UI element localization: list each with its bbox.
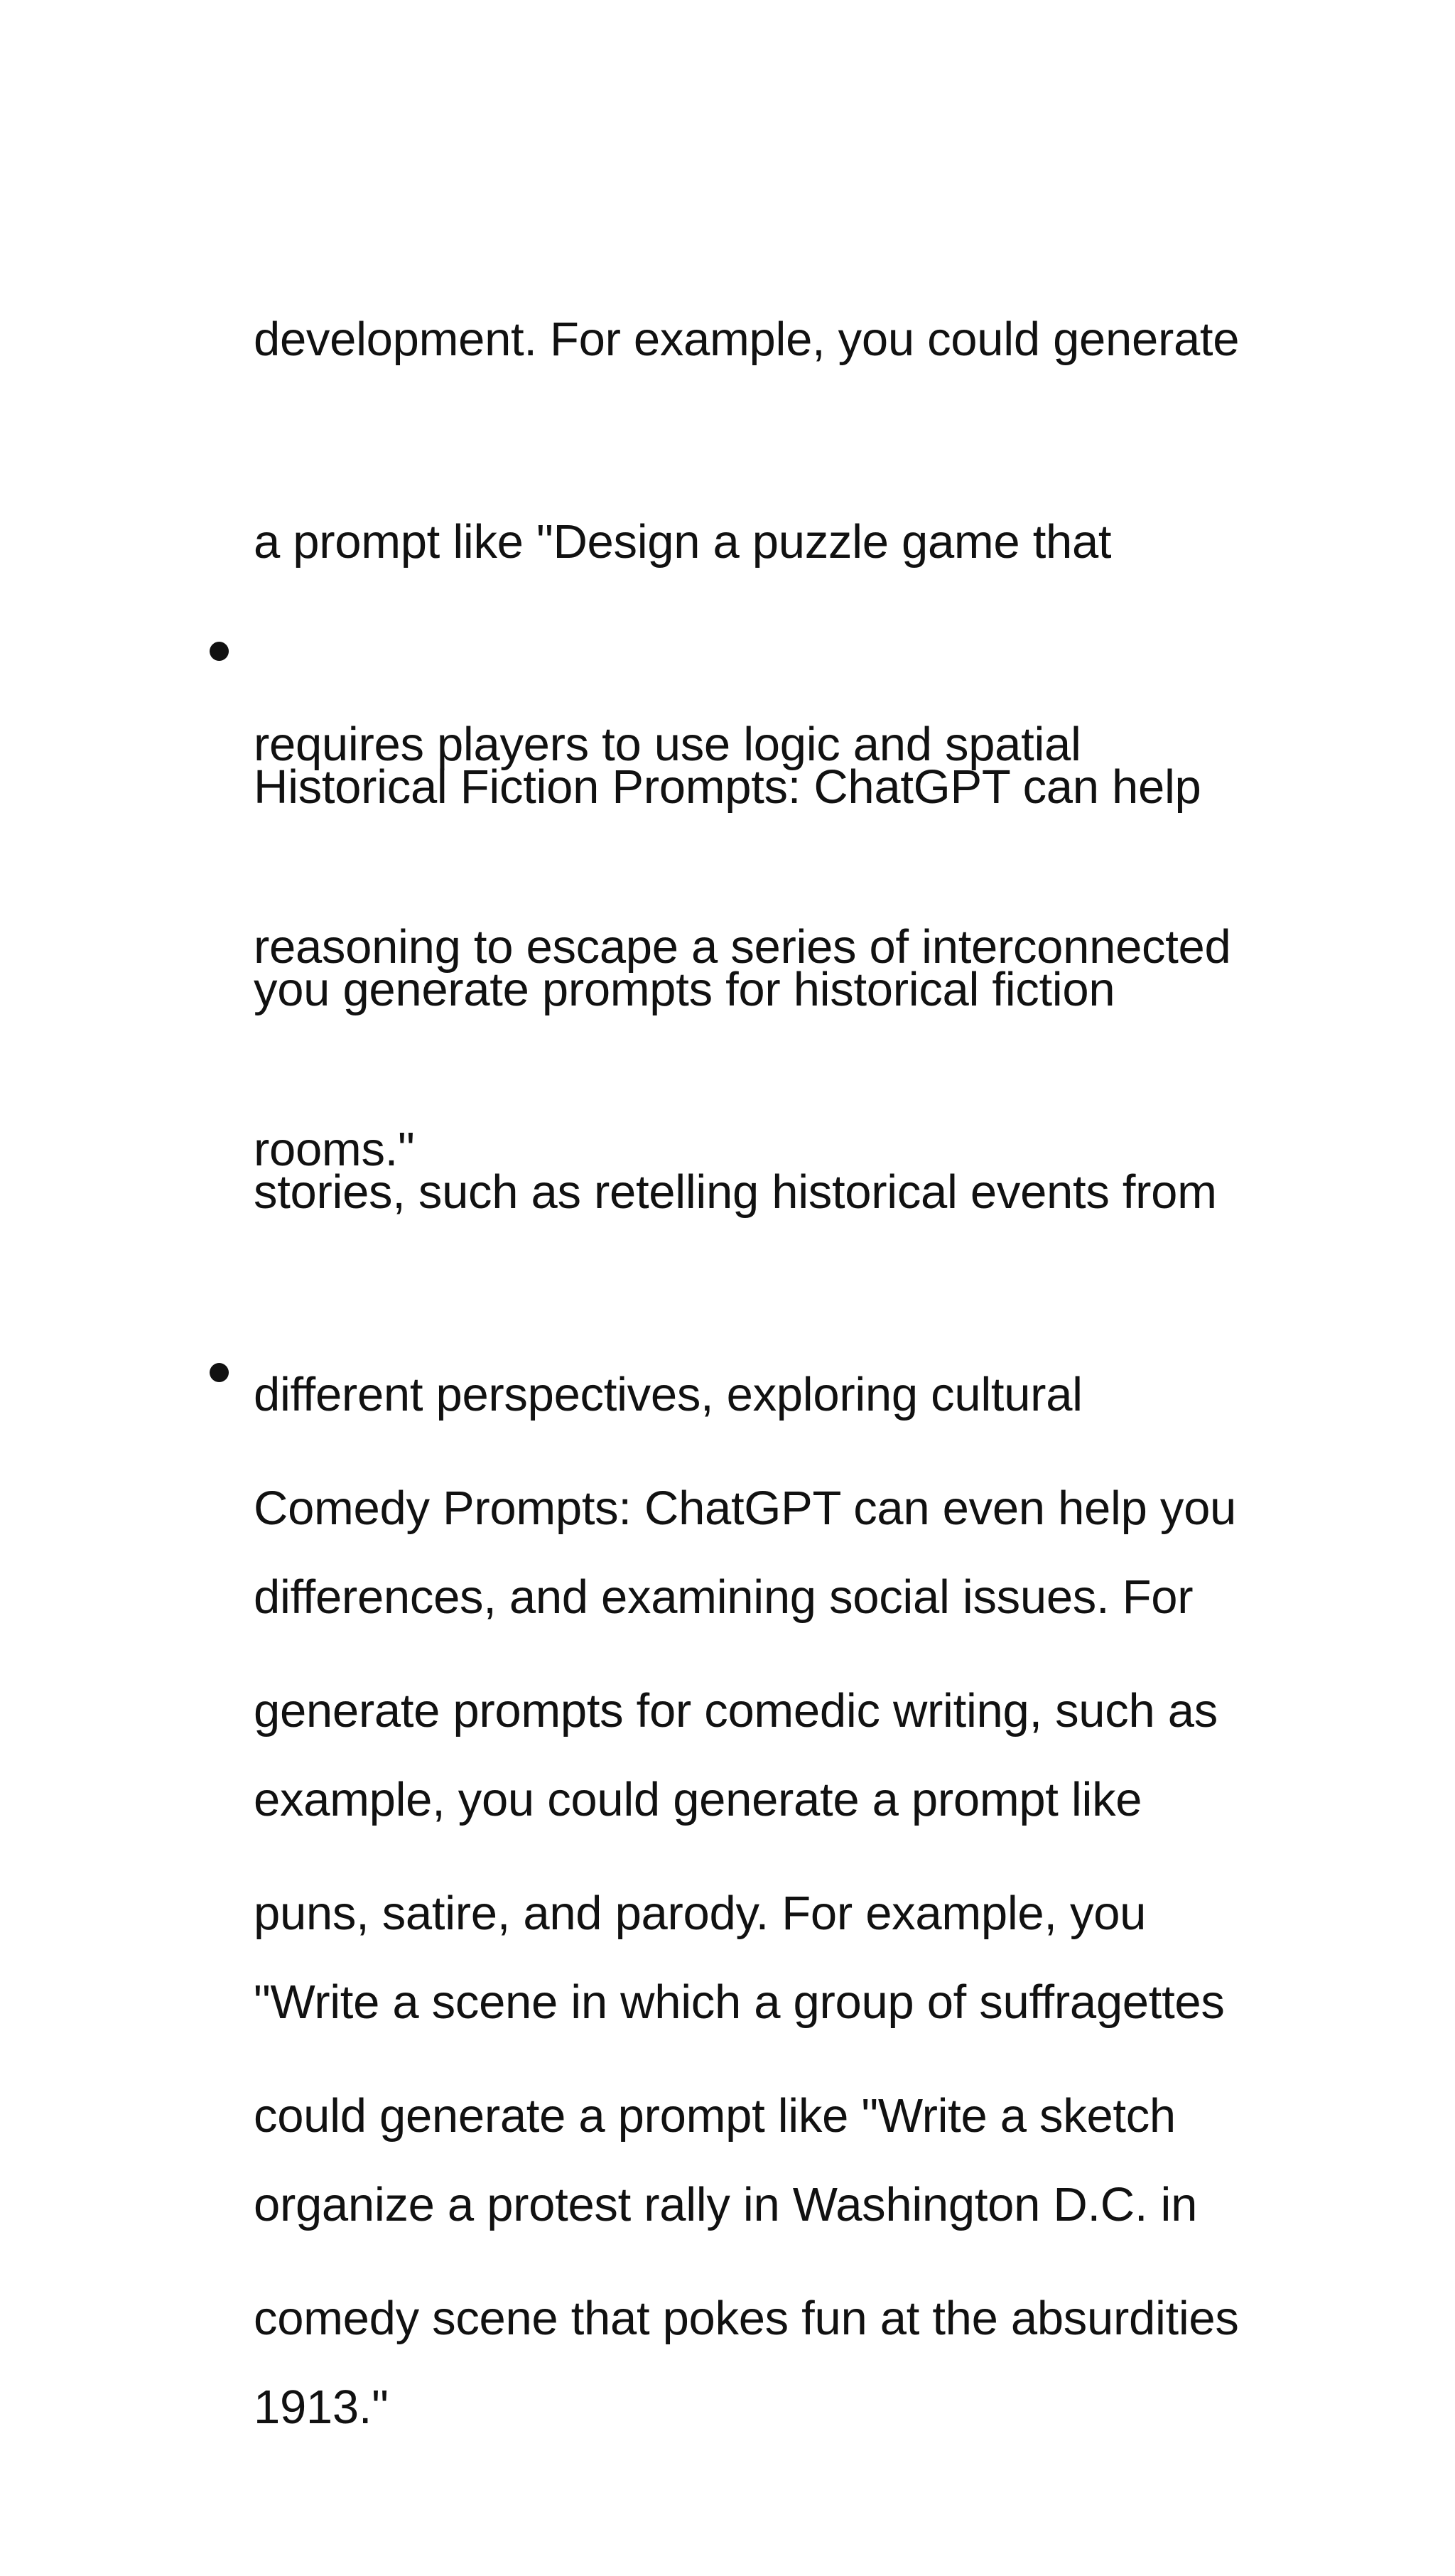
bullet-icon — [210, 642, 229, 661]
text-line: stories, such as retelling historical events from — [254, 1165, 1217, 1219]
text-line: generate prompts for comedic writing, such as — [254, 1684, 1218, 1737]
text-line: you generate prompts for historical fiction — [254, 963, 1115, 1016]
text-line: differences, and examining social issues. For — [254, 1570, 1194, 1624]
text-line: requires players to use logic and spatial — [254, 718, 1081, 771]
text-line: comedy scene that pokes fun at the absurdities — [254, 2292, 1239, 2345]
text-line: Comedy Prompts: ChatGPT can even help you — [254, 1482, 1236, 1535]
text-line: Historical Fiction Prompts: ChatGPT can help — [254, 760, 1201, 814]
text-line: a prompt like "Design a puzzle game that — [254, 515, 1112, 568]
text-line: example, you could generate a prompt like — [254, 1773, 1142, 1826]
text-line: rooms." — [254, 1123, 415, 1176]
text-line: development. For example, you could generate — [254, 313, 1240, 366]
bullet-icon — [210, 1363, 229, 1382]
text-line: 1913." — [254, 2381, 389, 2434]
text-line: reasoning to escape a series of interconnected — [254, 920, 1231, 974]
text-line: different perspectives, exploring cultural — [254, 1368, 1083, 1421]
text-line: could generate a prompt like "Write a sketch — [254, 2089, 1176, 2143]
text-line: organize a protest rally in Washington D.C. in — [254, 2178, 1198, 2231]
list-item-comedy — [254, 1340, 1319, 2487]
text-line: "Write a scene in which a group of suffragettes — [254, 1976, 1225, 2029]
text-line: puns, satire, and parody. For example, you — [254, 1887, 1147, 1940]
